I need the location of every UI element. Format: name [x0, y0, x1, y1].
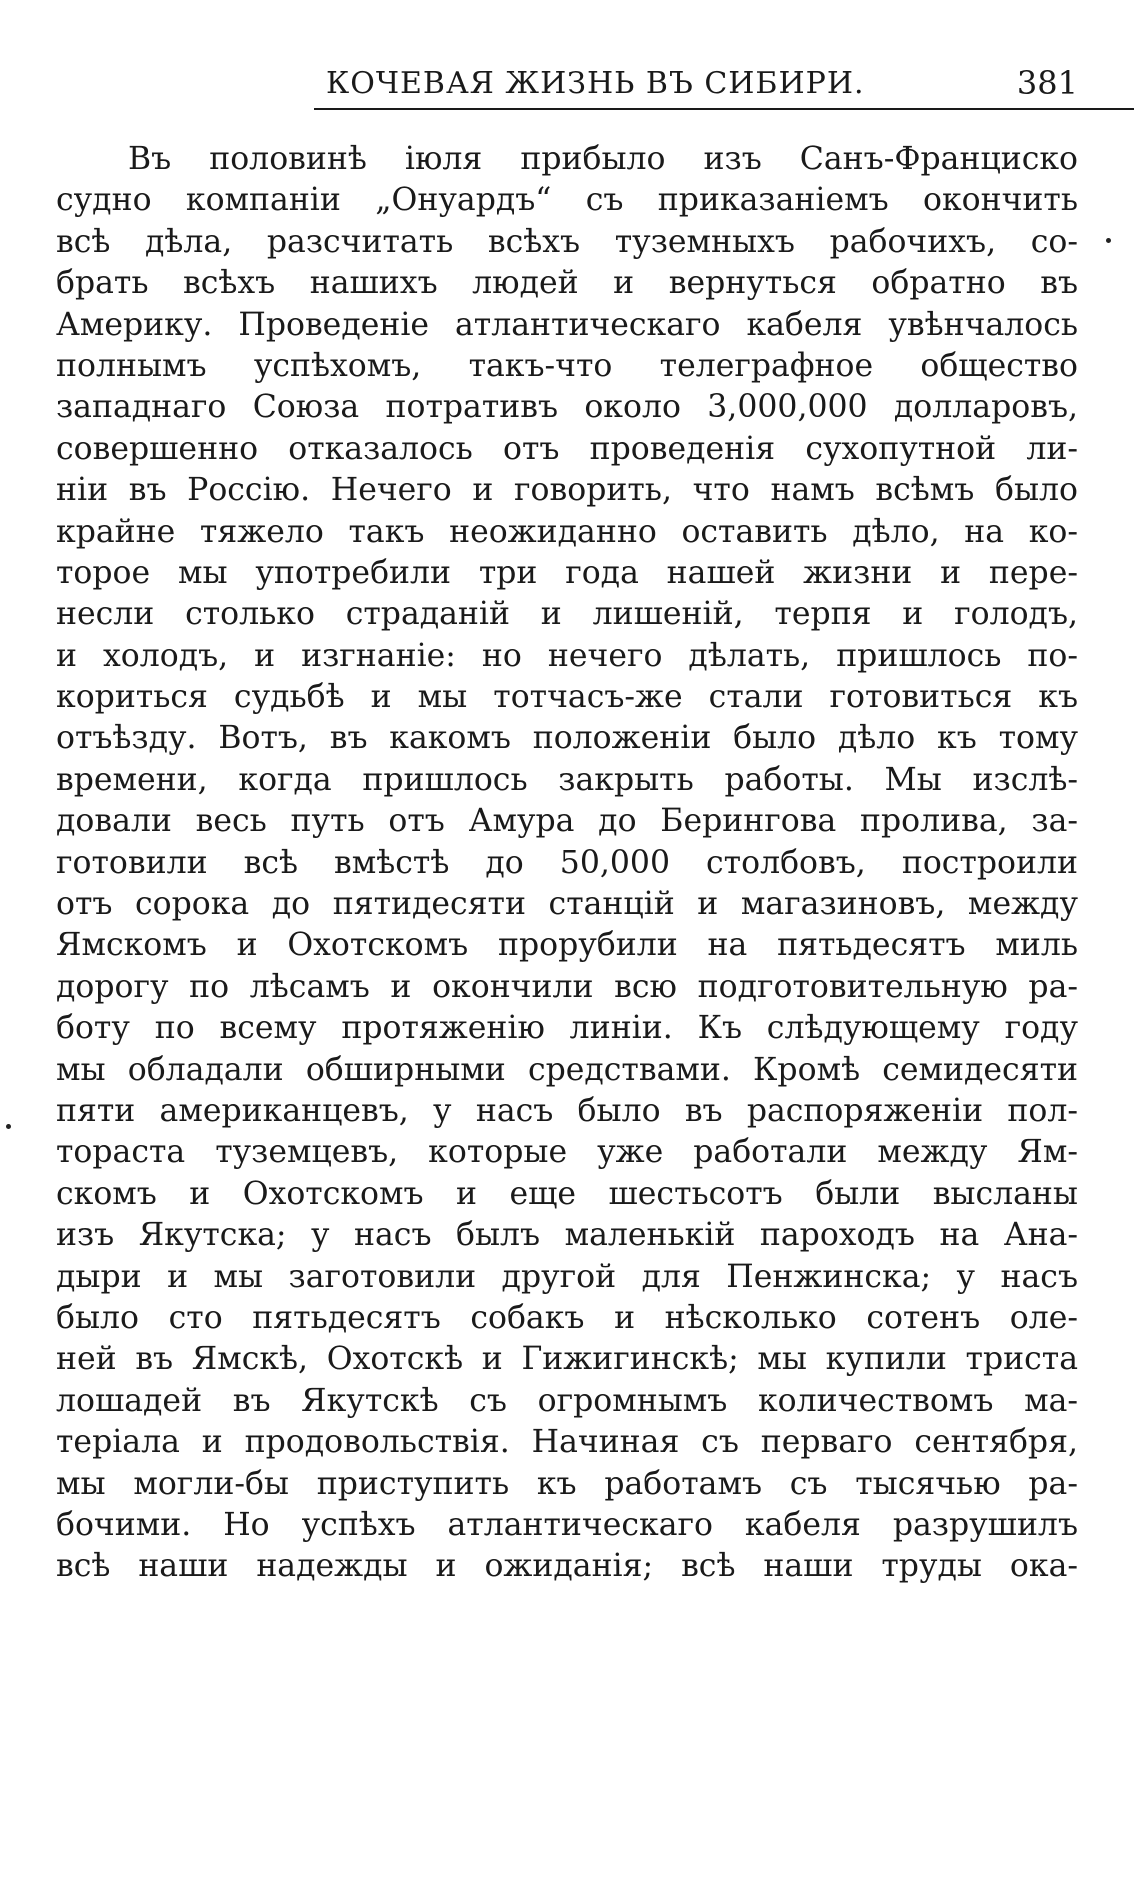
print-speck	[1106, 238, 1111, 243]
body-text	[56, 139, 1078, 1588]
text-line: мы могли-бы приступить къ работамъ съ тысячью ра-	[56, 1465, 1078, 1502]
text-line: крайне тяжело такъ неожиданно оставить дѣло, на ко-	[56, 513, 1078, 550]
text-line: торое мы употребили три года нашей жизни и пере-	[56, 554, 1078, 591]
text-line: всѣ дѣла, разсчитать всѣхъ туземныхъ рабочихъ, со-	[56, 223, 1078, 260]
text-line: боту по всему протяженію линіи. Къ слѣдующему году	[56, 1010, 1078, 1047]
text-line: всѣ наши надежды и ожиданія; всѣ наши труды ока-	[56, 1548, 1078, 1585]
text-line: лошадей въ Якутскѣ съ огромнымъ количествомъ ма-	[56, 1382, 1078, 1419]
text-line: теріала и продовольствія. Начиная съ перваго сентября,	[56, 1424, 1078, 1461]
page-number: 381	[1016, 64, 1078, 102]
text-line: отъѣзду. Вотъ, въ какомъ положеніи было дѣло къ тому	[56, 720, 1078, 757]
text-line: брать всѣхъ нашихъ людей и вернуться обратно въ	[56, 265, 1078, 302]
text-line: и холодъ, и изгнаніе: но нечего дѣлать, пришлось по-	[56, 637, 1078, 674]
text-line: Ямскомъ и Охотскомъ прорубили на пятьдесятъ миль	[56, 927, 1078, 964]
text-line: Въ половинѣ іюля прибыло изъ Санъ-Франциско	[128, 141, 1078, 177]
text-line: бочими. Но успѣхъ атлантическаго кабеля разрушилъ	[56, 1506, 1078, 1543]
text-line: времени, когда пришлось закрыть работы. Мы изслѣ-	[56, 761, 1078, 798]
text-line: дыри и мы заготовили другой для Пенжинска; у насъ	[56, 1258, 1078, 1295]
text-line: изъ Якутска; у насъ былъ маленькій пароходъ на Ана-	[56, 1217, 1078, 1254]
text-line: кориться судьбѣ и мы тотчасъ-же стали готовиться къ	[56, 679, 1078, 716]
text-line: Америку. Проведеніе атлантическаго кабеля увѣнчалось	[56, 306, 1078, 343]
text-line: несли столько страданій и лишеній, терпя и голодъ,	[56, 596, 1078, 633]
text-line: скомъ и Охотскомъ и еще шестьсотъ были высланы	[56, 1175, 1078, 1212]
text-line: мы обладали обширными средствами. Кромѣ семидесяти	[56, 1051, 1078, 1088]
header-rule	[314, 108, 1134, 110]
text-line: западнаго Союза потративъ около 3,000,000 долларовъ,	[56, 389, 1078, 426]
running-head	[56, 60, 1078, 110]
text-line: дорогу по лѣсамъ и окончили всю подготовительную ра-	[56, 968, 1078, 1005]
text-line: ней въ Ямскѣ, Охотскѣ и Гижигинскѣ; мы купили триста	[56, 1341, 1078, 1378]
text-line: довали весь путь отъ Амура до Берингова пролива, за-	[56, 803, 1078, 840]
print-speck	[6, 1124, 11, 1129]
text-line: судно компаніи „Онуардъ“ съ приказаніемъ окончить	[56, 182, 1078, 219]
text-line: совершенно отказалось отъ проведенія сухопутной ли-	[56, 430, 1078, 467]
text-line: отъ сорока до пятидесяти станцій и магазиновъ, между	[56, 886, 1078, 923]
text-line: готовили всѣ вмѣстѣ до 50,000 столбовъ, построили	[56, 844, 1078, 881]
text-line: полнымъ успѣхомъ, такъ-что телеграфное общество	[56, 347, 1078, 384]
running-title: КОЧЕВАЯ ЖИЗНЬ ВЪ СИБИРИ.	[326, 66, 865, 101]
text-line: тораста туземцевъ, которые уже работали между Ям-	[56, 1134, 1078, 1171]
text-line: пяти американцевъ, у насъ было въ распоряженіи пол-	[56, 1092, 1078, 1129]
text-line: было сто пятьдесятъ собакъ и нѣсколько сотенъ оле-	[56, 1299, 1078, 1336]
text-line: ніи въ Россію. Нечего и говорить, что намъ всѣмъ было	[56, 472, 1078, 509]
